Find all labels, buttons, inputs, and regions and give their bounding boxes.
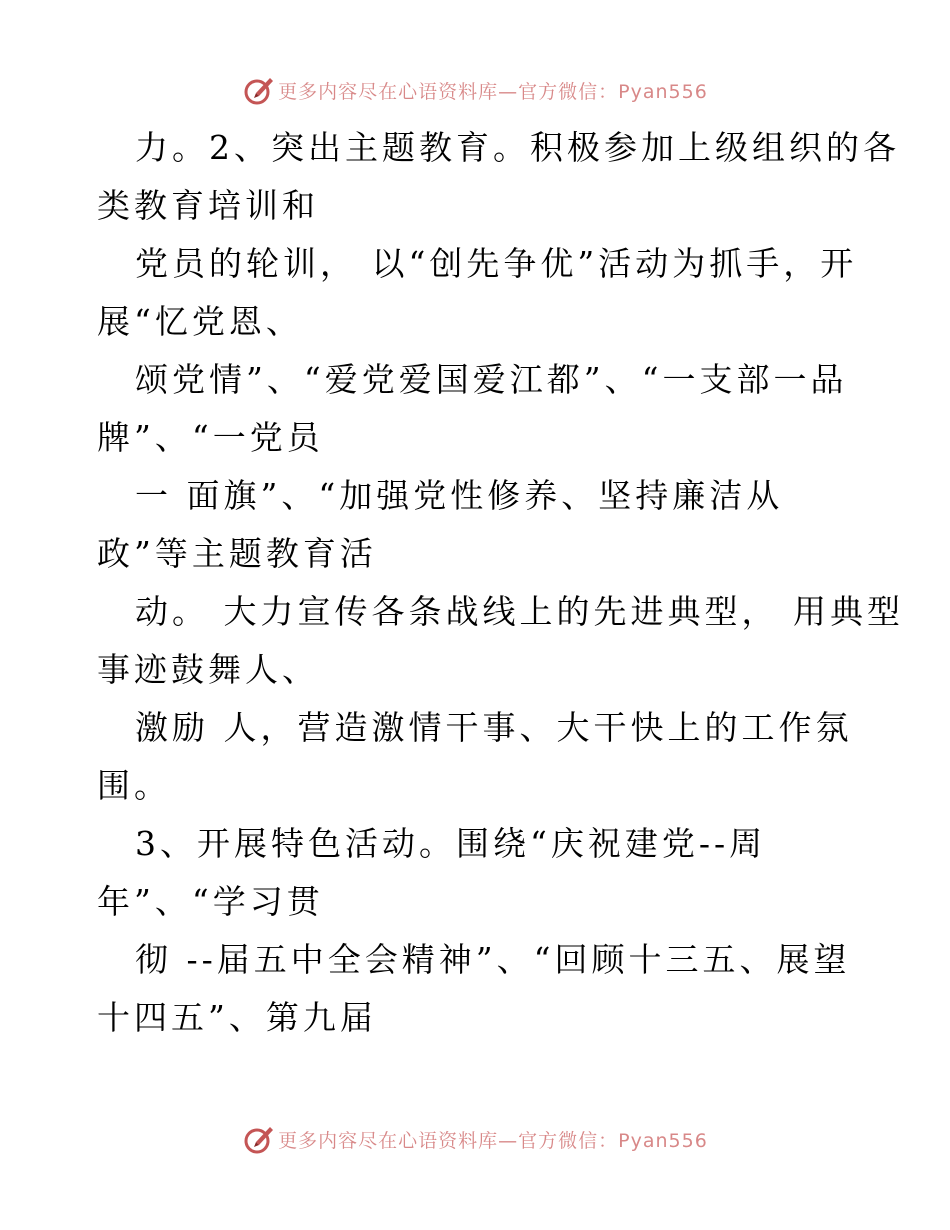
text-line: 彻 --届五中全会精神”、“回顾十三五、展望 bbox=[135, 940, 851, 979]
text-line: 3、开展特色活动。围绕“庆祝建党--周 bbox=[135, 824, 767, 863]
text-line: 力。2、突出主题教育。积极参加上级组织的各 bbox=[135, 128, 900, 167]
text-line: 动。 大力宣传各条战线上的先进典型， 用典型 bbox=[135, 592, 904, 631]
text-line: 类教育培训和 bbox=[97, 186, 319, 225]
watermark-text: 更多内容尽在心语资料库—官方微信：Pyan556 bbox=[278, 80, 708, 103]
watermark-text: 更多内容尽在心语资料库—官方微信：Pyan556 bbox=[278, 1129, 708, 1152]
text-line: 年”、“学习贯 bbox=[97, 882, 324, 921]
text-line: 一 面旗”、“加强党性修养、坚持廉洁从 bbox=[135, 476, 784, 515]
pen-logo-icon bbox=[242, 73, 276, 107]
text-line: 政”等主题教育活 bbox=[97, 534, 377, 573]
header-watermark bbox=[0, 72, 950, 108]
text-line: 十四五”、第九届 bbox=[97, 998, 377, 1037]
text-line: 牌”、“一党员 bbox=[97, 418, 324, 457]
text-line: 围。 bbox=[97, 766, 171, 805]
text-line: 事迹鼓舞人、 bbox=[97, 650, 319, 689]
text-line: 党员的轮训， 以“创先争优”活动为抓手，开 bbox=[135, 244, 858, 283]
footer-watermark bbox=[0, 1121, 950, 1157]
pen-logo-icon bbox=[242, 1122, 276, 1156]
text-line: 激励 人，营造激情干事、大干快上的工作氛 bbox=[135, 708, 853, 747]
text-line: 展“忆党恩、 bbox=[97, 302, 303, 341]
text-line: 颂党情”、“爱党爱国爱江都”、“一支部一品 bbox=[135, 360, 848, 399]
